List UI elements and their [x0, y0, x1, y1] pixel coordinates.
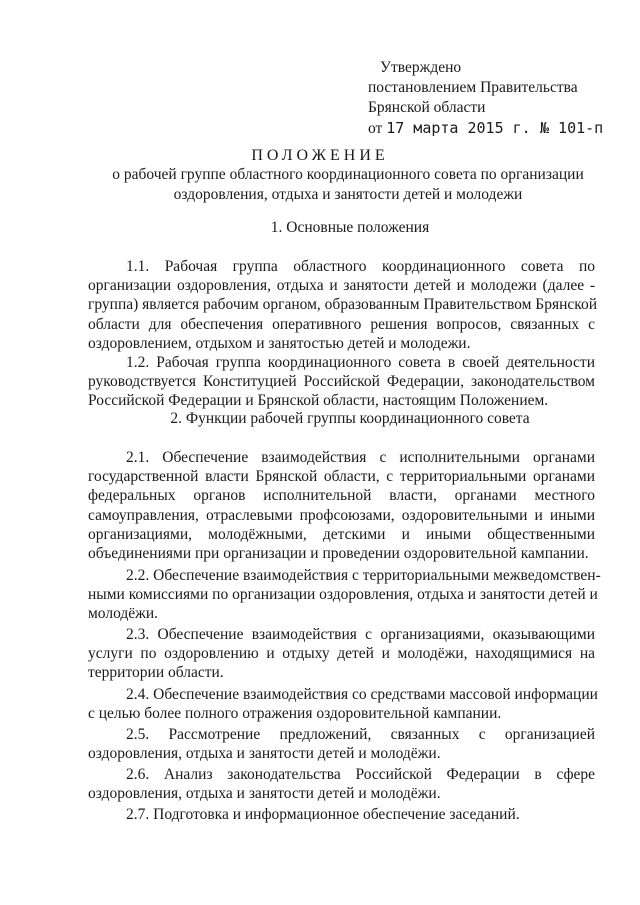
paragraph-line: молодёжи. [88, 605, 159, 623]
paragraph-line: 2.3. Обеспечение взаимодействия с организациями, оказывающими [126, 626, 595, 643]
paragraph-line: 2.4. Обеспечение взаимодействия со средствами массовой информации [126, 686, 598, 703]
paragraph-line: 2.5. Рассмотрение предложений, связанных с организацией [126, 726, 595, 743]
approval-date-prefix: от [368, 120, 383, 137]
paragraph-line: оздоровлением, отдыхом и занятостью детей и молодежи. [88, 334, 471, 352]
paragraph-line: Российской Федерации и Брянской области, настоящим Положением. [88, 392, 549, 410]
approval-number: № 101-п [540, 119, 604, 137]
section-heading: 1. Основные положения [270, 219, 430, 236]
paragraph-2-4 [88, 685, 598, 723]
paragraph-line: оздоровления, отдыха и занятости детей и молодёжи. [88, 785, 441, 803]
approval-authority: постановлением Правительства [368, 79, 578, 96]
paragraph-line: 1.1. Рабочая группа областного координационного совета по [126, 258, 595, 275]
approval-date-line [368, 118, 604, 139]
paragraph-line: самоуправления, отраслевыми профсоюзами, оздоровительными и иными [88, 506, 595, 524]
paragraph-line: оздоровления, отдыха и занятости детей и молодёжи. [88, 745, 441, 763]
paragraph-2-1 [88, 448, 595, 563]
approval-block [368, 58, 604, 139]
paragraph-1-1 [88, 257, 598, 353]
paragraph-line: группа) является рабочим органом, образованным Правительством Брянской [88, 296, 598, 314]
subtitle-line: о рабочей группе областного координационного совета по организации [112, 166, 584, 183]
paragraph-line: федеральных органов исполнительной власти, органами местного [88, 487, 595, 505]
paragraph-line: услуги по оздоровлению и отдыху детей и молодёжи, находящимися на [88, 645, 595, 663]
document-title: ПОЛОЖЕНИЕ [251, 147, 389, 164]
paragraph-line: ными комиссиями по организации оздоровления, отдыха и занятости детей и [88, 586, 598, 604]
paragraph-line: организации оздоровления, отдыха и занятости детей и молодежи (далее - [88, 277, 595, 295]
paragraph-line: области для обеспечения оперативного решения вопросов, связанных с [88, 315, 595, 333]
document-subtitle [88, 165, 608, 205]
paragraph-2-6 [88, 765, 595, 803]
paragraph-line: с целью более полного отражения оздоровительной кампании. [88, 705, 502, 723]
paragraph-line: 1.2. Рабочая группа координационного совета в своей деятельности [126, 354, 595, 371]
paragraph-line: 2.2. Обеспечение взаимодействия с территориальными межведомствен- [126, 567, 601, 584]
approval-label: Утверждено [380, 59, 462, 76]
section-heading: 2. Функции рабочей группы координационного совета [170, 410, 530, 427]
approval-region: Брянской области [368, 99, 486, 116]
approval-date: 17 марта 2015 г. [386, 119, 531, 137]
paragraph-1-2 [88, 353, 595, 411]
paragraph-2-3 [88, 625, 595, 683]
paragraph-line: объединениями при организации и проведении оздоровительной кампании. [88, 544, 589, 562]
paragraph-line: 2.7. Подготовка и информационное обеспечение заседаний. [126, 806, 520, 823]
paragraph-line: руководствуется Конституцией Российской Федерации, законодательством [88, 373, 595, 391]
paragraph-line: 2.6. Анализ законодательства Российской Федерации в сфере [126, 766, 595, 783]
paragraph-line: государственной власти Брянской области, с территориальными органами [88, 468, 595, 486]
paragraph-line: 2.1. Обеспечение взаимодействия с исполнительными органами [126, 449, 595, 466]
subtitle-line: оздоровления, отдыха и занятости детей и молодежи [173, 186, 523, 203]
paragraph-2-7 [88, 805, 595, 824]
paragraph-line: территории области. [88, 664, 224, 682]
paragraph-2-5 [88, 725, 595, 763]
paragraph-2-2 [88, 566, 601, 624]
paragraph-line: организациями, молодёжными, детскими и иными общественными [88, 525, 595, 543]
